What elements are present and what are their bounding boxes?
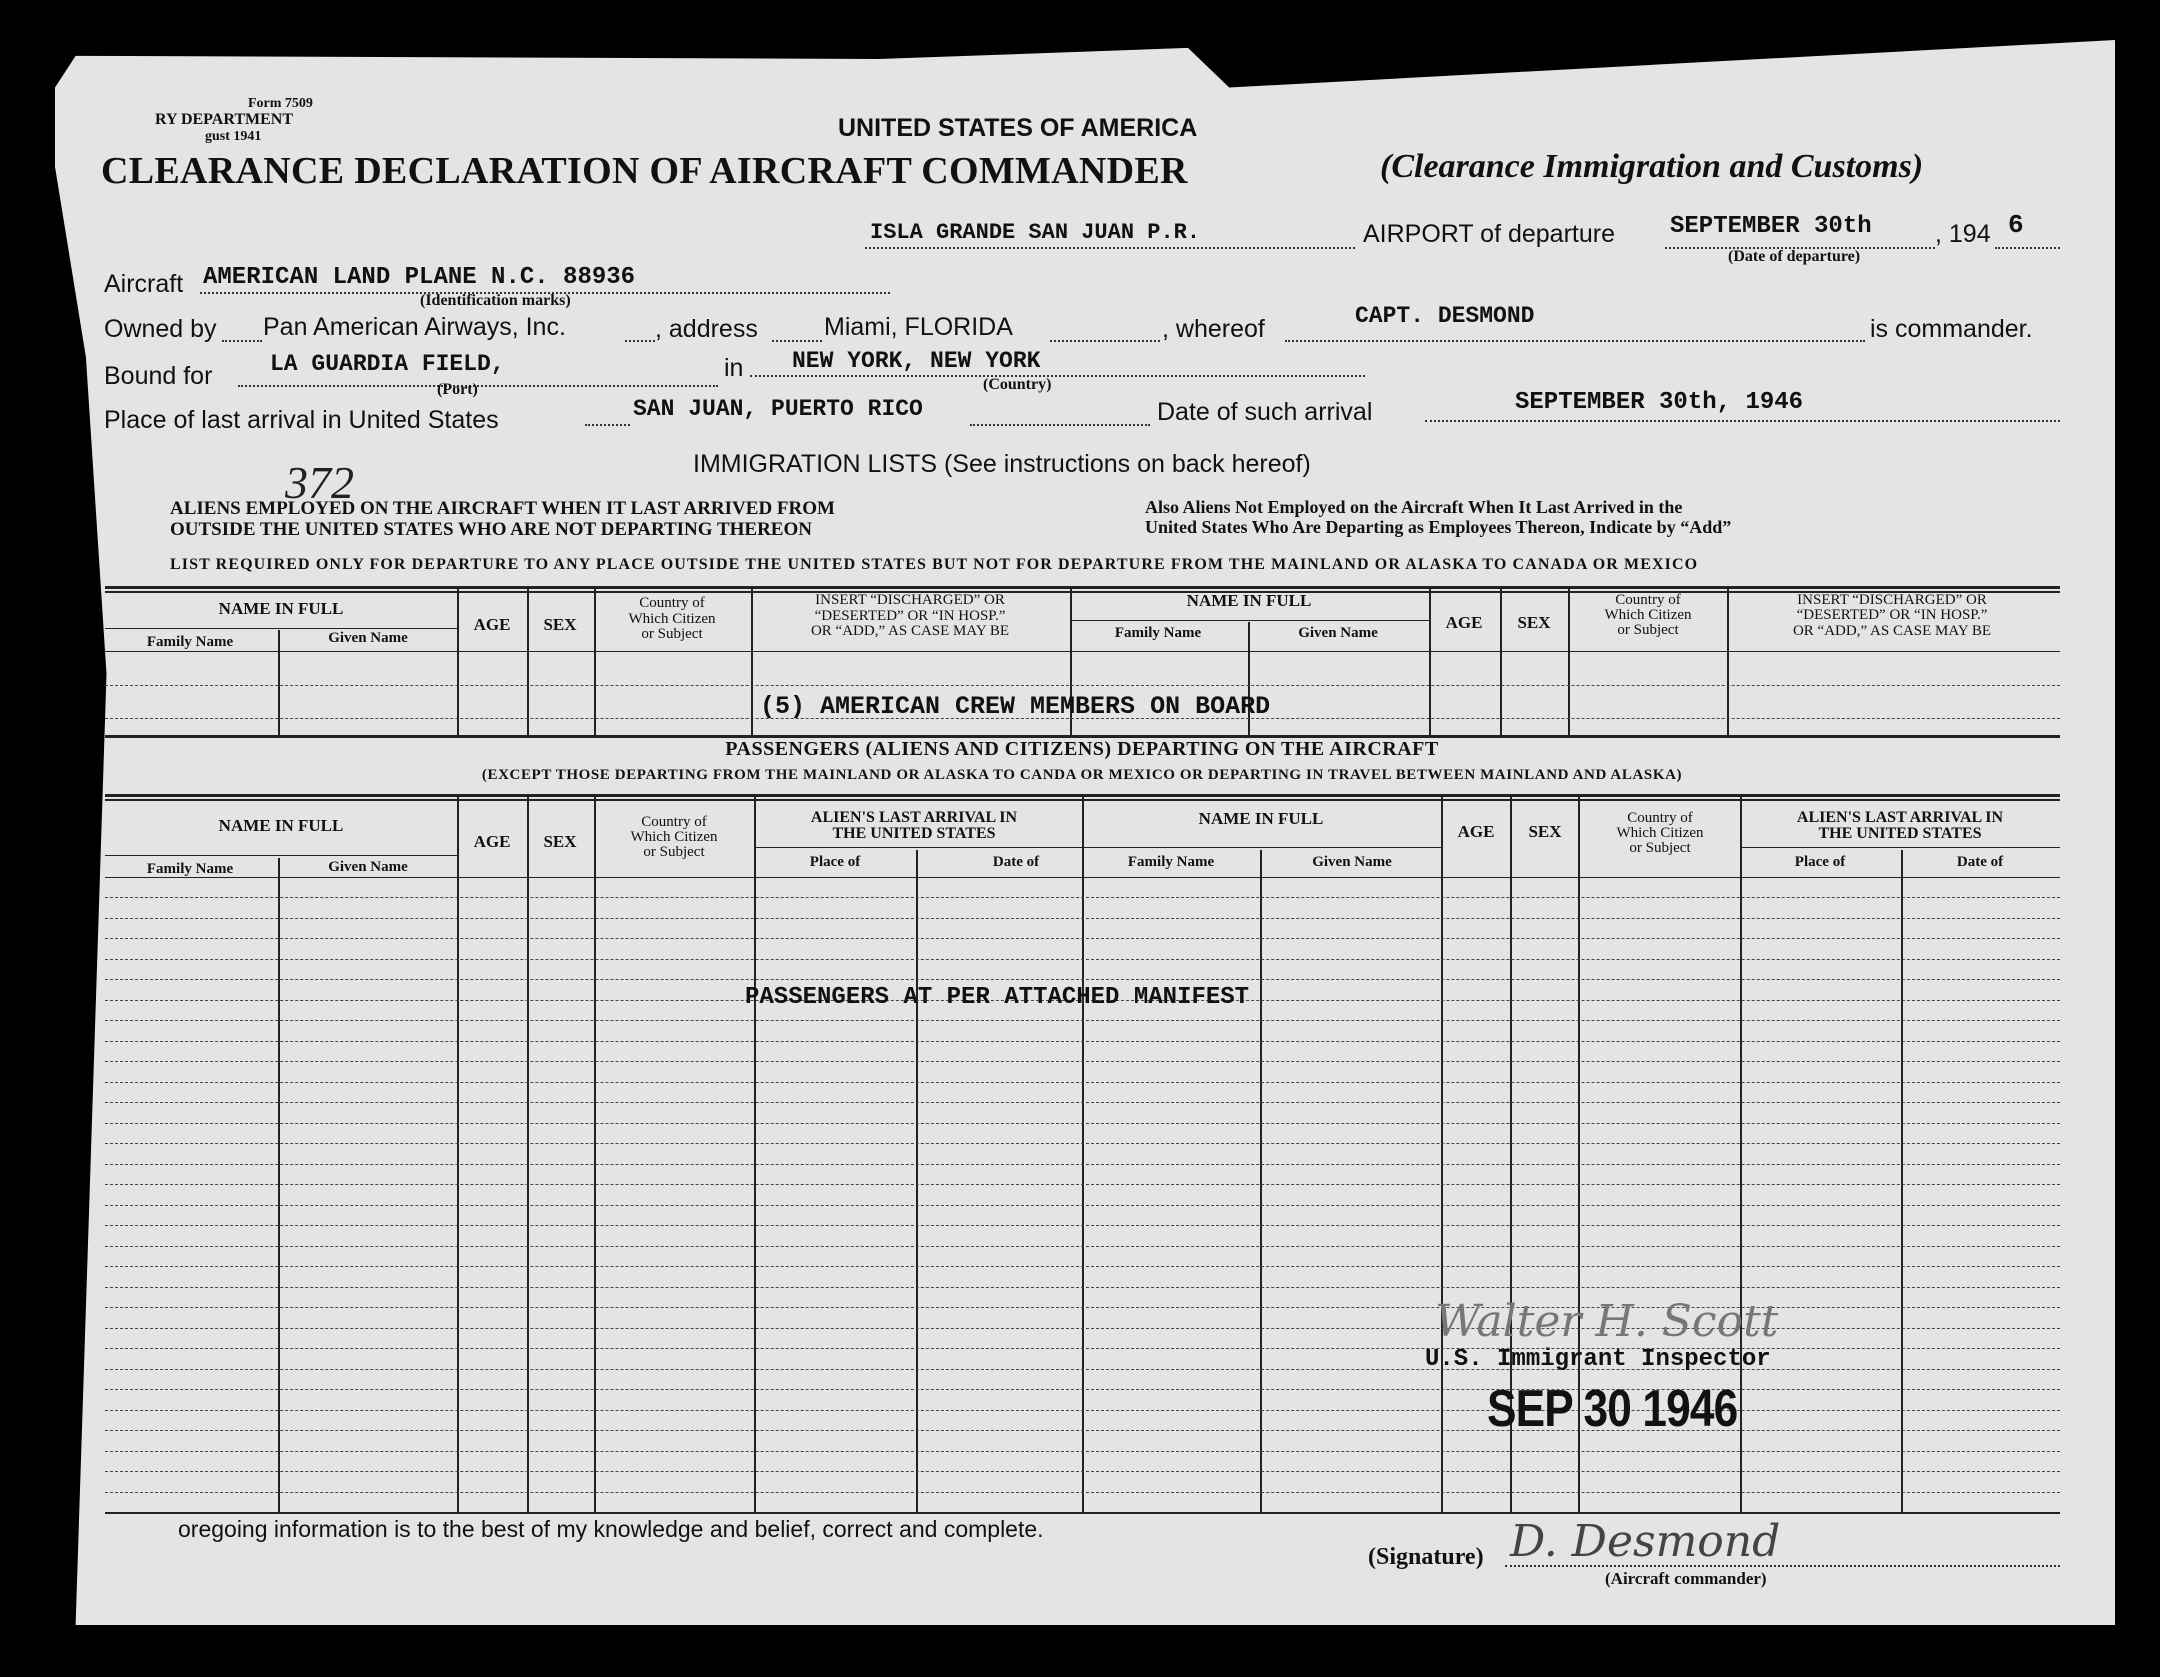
- date-stamp: SEP 30 1946: [1487, 1380, 1738, 1438]
- port-value: LA GUARDIA FIELD,: [270, 351, 505, 377]
- whereof-label: , whereof: [1162, 315, 1265, 343]
- passenger-name-header-right: NAME IN FULL: [1198, 809, 1324, 828]
- passenger-row-line: [105, 1082, 2060, 1083]
- passenger-last-arrival-header-right-2: THE UNITED STATES: [1818, 825, 1982, 842]
- certification-statement: oregoing information is to the best of my knowledge and belief, correct and complete.: [178, 1516, 1044, 1542]
- aliens-employed-line2: OUTSIDE THE UNITED STATES WHO ARE NOT DEPARTING THEREON: [170, 519, 812, 540]
- passenger-last-arrival-header-1: ALIEN'S LAST ARRIVAL IN: [810, 809, 1018, 826]
- crew-header-bottom: [105, 651, 2060, 652]
- country-underline: [750, 375, 1365, 377]
- passenger-row-line: [105, 1102, 2060, 1103]
- immigration-title: IMMIGRATION LISTS (See instructions on back hereof): [693, 450, 1311, 478]
- crew-insert-header-2: “DESERTED” OR “IN HOSP.”: [814, 608, 1006, 624]
- last-arrival-tail-dots: [970, 424, 1150, 426]
- passenger-vline: [1441, 797, 1443, 1512]
- passenger-last-arrival-header-2: THE UNITED STATES: [832, 825, 996, 842]
- passenger-vline: [754, 797, 756, 1512]
- year-prefix: , 194: [1935, 220, 1991, 248]
- passenger-country-header-3: or Subject: [643, 844, 705, 860]
- crew-vline: [278, 630, 280, 735]
- aliens-not-employed-line1: Also Aliens Not Employed on the Aircraft When It Last Arrived in the: [1145, 497, 1683, 517]
- passenger-family-header-right: Family Name: [1127, 854, 1215, 870]
- passenger-row-line: [105, 1205, 2060, 1206]
- port-underline: [238, 385, 718, 387]
- passenger-row-line: [105, 1266, 2060, 1267]
- passenger-family-header: Family Name: [146, 861, 234, 877]
- crew-age-header: AGE: [473, 615, 511, 634]
- aliens-not-employed-line2: United States Who Are Departing as Employees Thereon, Indicate by “Add”: [1145, 517, 1732, 537]
- passenger-place-header-right: Place of: [1794, 854, 1846, 870]
- passenger-arrival-divider: [754, 847, 1082, 848]
- passenger-header-bottom: [105, 877, 2060, 878]
- airport-underline: [865, 247, 1355, 249]
- in-label: in: [724, 354, 744, 382]
- passenger-age-header: AGE: [473, 832, 511, 851]
- owned-label: Owned by: [104, 315, 217, 343]
- passenger-row-line: [105, 918, 2060, 919]
- passenger-name-divider: [105, 855, 457, 856]
- passenger-country-header-right-3: or Subject: [1629, 840, 1691, 856]
- passenger-country-header-1: Country of: [641, 814, 707, 830]
- passenger-vline: [594, 797, 596, 1512]
- last-arrival-label: Place of last arrival in United States: [104, 406, 499, 434]
- commander-signature: D. Desmond: [1510, 1516, 1781, 1567]
- passengers-title: PASSENGERS (ALIENS AND CITIZENS) DEPARTING ON THE AIRCRAFT: [725, 738, 1439, 760]
- signature-caption: (Aircraft commander): [1605, 1569, 1767, 1588]
- owner-value: Pan American Airways, Inc.: [263, 313, 566, 341]
- passenger-country-header-right-2: Which Citizen: [1616, 825, 1704, 841]
- arrival-date-label: Date of such arrival: [1157, 398, 1373, 426]
- year-digit: 6: [2008, 210, 2024, 240]
- passenger-vline: [916, 850, 918, 1512]
- crew-given-header-right: Given Name: [1298, 625, 1378, 641]
- form-number: Form 7509: [248, 96, 313, 111]
- crew-table-top-inner: [105, 591, 2060, 593]
- port-caption: (Port): [437, 381, 478, 398]
- crew-name-header-right: NAME IN FULL: [1186, 591, 1312, 610]
- last-arrival-lead-dots: [585, 424, 630, 426]
- crew-insert-header-3: OR “ADD,” AS CASE MAY BE: [810, 623, 1010, 639]
- airport-value: ISLA GRANDE SAN JUAN P.R.: [870, 220, 1201, 245]
- crew-vline: [527, 588, 529, 735]
- passenger-vline: [1901, 850, 1903, 1512]
- passenger-date-header-right: Date of: [1956, 854, 2004, 870]
- country-caption: (Country): [983, 376, 1052, 393]
- passenger-table-bottom: [105, 1512, 2060, 1514]
- aliens-employed-line1: ALIENS EMPLOYED ON THE AIRCRAFT WHEN IT LAST ARRIVED FROM: [170, 498, 835, 519]
- crew-country-header-right-3: or Subject: [1617, 622, 1679, 638]
- passenger-vline: [527, 797, 529, 1512]
- crew-row-line: [105, 685, 2060, 686]
- passenger-row-line: [105, 1225, 2060, 1226]
- departure-date-value: SEPTEMBER 30th: [1670, 213, 1872, 240]
- passenger-vline: [1260, 850, 1262, 1512]
- passenger-row-line: [105, 1287, 2060, 1288]
- year-underline: [1995, 247, 2060, 249]
- crew-name-divider: [1070, 620, 1429, 621]
- commander-suffix: is commander.: [1870, 315, 2033, 343]
- list-required-note: LIST REQUIRED ONLY FOR DEPARTURE TO ANY PLACE OUTSIDE THE UNITED STATES BUT NOT FOR DEPARTURE FROM THE MAINLAND OR ALASKA TO CANADA OR MEXICO: [170, 556, 1699, 573]
- owned-lead-dots: [222, 340, 262, 342]
- crew-country-header-1: Country of: [639, 595, 705, 611]
- passenger-given-header: Given Name: [328, 859, 408, 875]
- crew-country-header-2: Which Citizen: [628, 611, 716, 627]
- passenger-row-line: [105, 1492, 2060, 1493]
- passenger-row-line: [105, 959, 2060, 960]
- inspector-signature: Walter H. Scott: [1435, 1296, 1779, 1347]
- crew-insert-header-right-1: INSERT “DISCHARGED” OR: [1797, 592, 1987, 608]
- crew-vline: [457, 588, 459, 735]
- arrival-date-value: SEPTEMBER 30th, 1946: [1515, 389, 1804, 416]
- form-title: CLEARANCE DECLARATION OF AIRCRAFT COMMANDER: [101, 150, 1188, 192]
- passenger-name-header: NAME IN FULL: [218, 816, 344, 835]
- airport-label: AIRPORT of departure: [1363, 220, 1615, 248]
- crew-sex-header: SEX: [543, 615, 577, 634]
- passenger-row-line: [105, 979, 2060, 980]
- passenger-row-line: [105, 1020, 2060, 1021]
- commander-value: CAPT. DESMOND: [1355, 303, 1535, 329]
- address-value: Miami, FLORIDA: [824, 313, 1013, 341]
- passenger-country-header-right-1: Country of: [1627, 810, 1693, 826]
- crew-insert-header-right-2: “DESERTED” OR “IN HOSP.”: [1796, 607, 1988, 623]
- passenger-row-line: [105, 1389, 2060, 1390]
- crew-name-divider: [105, 628, 457, 629]
- aircraft-label: Aircraft: [104, 270, 184, 298]
- commander-underline: [1285, 340, 1865, 342]
- crew-vline: [1727, 588, 1729, 735]
- crew-family-header: Family Name: [146, 634, 234, 650]
- address-tail-dots: [1050, 340, 1160, 342]
- passenger-row-line: [105, 1041, 2060, 1042]
- inspector-title: U.S. Immigrant Inspector: [1425, 1346, 1771, 1373]
- passenger-row-line: [105, 897, 2060, 898]
- country-heading: UNITED STATES OF AMERICA: [838, 114, 1198, 142]
- form-date-line: gust 1941: [205, 129, 262, 144]
- crew-vline: [751, 588, 753, 735]
- crew-name-header: NAME IN FULL: [218, 599, 344, 618]
- passenger-row-line: [105, 1061, 2060, 1062]
- crew-insert-header-1: INSERT “DISCHARGED” OR: [815, 592, 1005, 608]
- passenger-row-line: [105, 1164, 2060, 1165]
- department-line: RY DEPARTMENT: [155, 111, 293, 128]
- crew-vline: [594, 588, 596, 735]
- crew-vline: [1429, 588, 1431, 735]
- crew-family-header-right: Family Name: [1114, 625, 1202, 641]
- passenger-last-arrival-header-right-1: ALIEN'S LAST ARRIVAL IN: [1796, 809, 2004, 826]
- passenger-row-line: [105, 1123, 2060, 1124]
- passenger-vline: [1740, 797, 1742, 1512]
- crew-vline: [1500, 588, 1502, 735]
- crew-country-header-right-1: Country of: [1615, 592, 1681, 608]
- handwritten-number: 372: [285, 457, 354, 508]
- address-label: , address: [655, 315, 758, 343]
- crew-country-header-3: or Subject: [641, 626, 703, 642]
- passenger-row-line: [105, 1451, 2060, 1452]
- passenger-typed-entry: PASSENGERS AT PER ATTACHED MANIFEST: [745, 984, 1250, 1011]
- signature-label: (Signature): [1368, 1544, 1484, 1570]
- passenger-name-divider: [1082, 847, 1441, 848]
- passenger-vline: [278, 858, 280, 1512]
- passenger-row-line: [105, 1143, 2060, 1144]
- address-lead-dots: [772, 340, 822, 342]
- crew-country-header-right-2: Which Citizen: [1604, 607, 1692, 623]
- date-caption: (Date of departure): [1728, 248, 1861, 265]
- identification-caption: (Identification marks): [420, 292, 571, 309]
- crew-table-top: [105, 586, 2060, 589]
- owner-tail-dots: [625, 340, 655, 342]
- crew-insert-header-right-3: OR “ADD,” AS CASE MAY BE: [1792, 623, 1992, 639]
- passenger-age-header-right: AGE: [1457, 822, 1495, 841]
- passenger-sex-header: SEX: [543, 832, 577, 851]
- passenger-vline: [1082, 797, 1084, 1512]
- passenger-row-line: [105, 938, 2060, 939]
- passenger-vline: [457, 797, 459, 1512]
- passenger-date-header: Date of: [992, 854, 1040, 870]
- passenger-row-line: [105, 1184, 2060, 1185]
- passenger-row-line: [105, 1430, 2060, 1431]
- aircraft-value: AMERICAN LAND PLANE N.C. 88936: [203, 264, 636, 291]
- crew-given-header: Given Name: [328, 630, 408, 646]
- passenger-row-line: [105, 1246, 2060, 1247]
- passenger-arrival-divider: [1740, 847, 2060, 848]
- form-subtitle: (Clearance Immigration and Customs): [1380, 148, 1924, 185]
- arrival-date-underline: [1425, 420, 2060, 422]
- crew-sex-header-right: SEX: [1517, 613, 1551, 632]
- crew-vline: [1568, 588, 1570, 735]
- crew-age-header-right: AGE: [1445, 613, 1483, 632]
- passenger-row-line: [105, 1410, 2060, 1411]
- passenger-country-header-2: Which Citizen: [630, 829, 718, 845]
- signature-underline: [1505, 1565, 2060, 1567]
- passenger-place-header: Place of: [809, 854, 861, 870]
- country-value: NEW YORK, NEW YORK: [792, 348, 1041, 374]
- passengers-subtitle: (EXCEPT THOSE DEPARTING FROM THE MAINLAND OR ALASKA TO CANDA OR MEXICO OR DEPARTING IN TRAVEL BETWEEN MAINLAND AND ALASKA): [481, 767, 1683, 783]
- bound-label: Bound for: [104, 362, 213, 390]
- passenger-given-header-right: Given Name: [1312, 854, 1392, 870]
- passenger-row-line: [105, 1471, 2060, 1472]
- last-arrival-value: SAN JUAN, PUERTO RICO: [633, 396, 923, 422]
- passenger-sex-header-right: SEX: [1528, 822, 1562, 841]
- crew-typed-entry: (5) AMERICAN CREW MEMBERS ON BOARD: [760, 692, 1271, 721]
